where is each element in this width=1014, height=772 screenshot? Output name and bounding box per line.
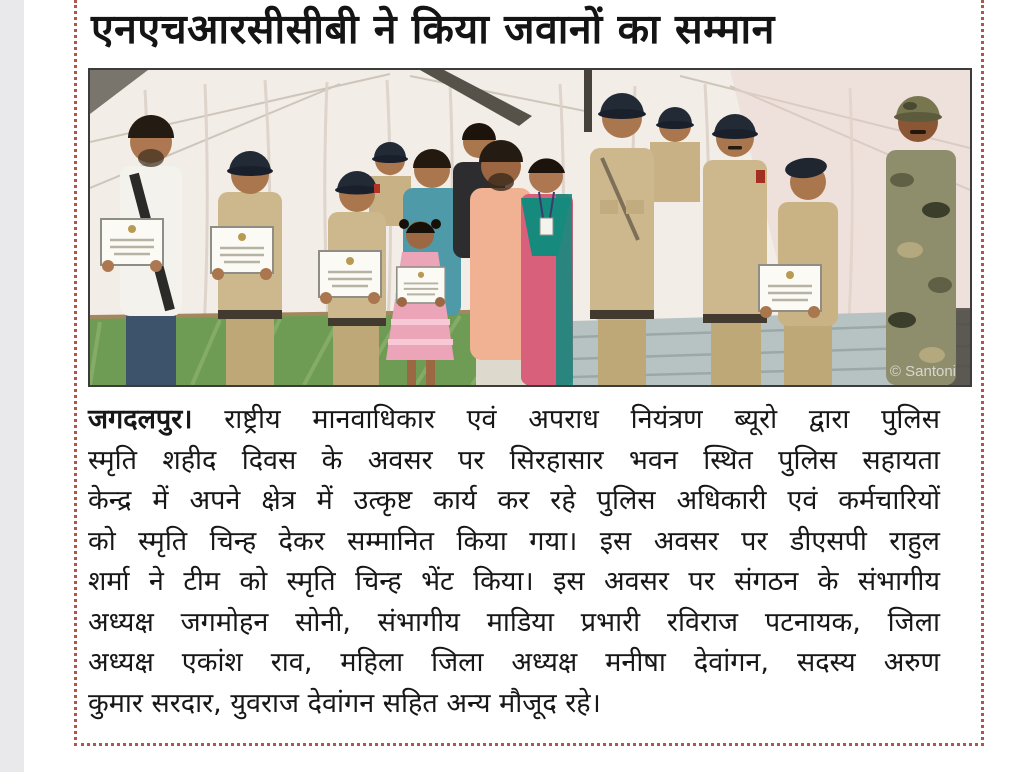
photo-illustration [90, 70, 970, 385]
article-photo [88, 68, 972, 387]
photo-watermark: © Santoni [889, 363, 956, 381]
body-line: अध्यक्ष एकांश राव, महिला जिला अध्यक्ष मनीषा देवांगन, सदस्य अरुण [88, 647, 940, 679]
body-line: स्मृति शहीद दिवस के अवसर पर सिरहासार भवन स्थित पुलिस सहायता [88, 444, 940, 476]
article-headline: एनएचआरसीसीबी ने किया जवानों का सम्मान [91, 5, 775, 53]
body-line: कुमार सरदार, युवराज देवांगन सहित अन्य मौजूद रहे। [88, 687, 601, 719]
body-line: को स्मृति चिन्ह देकर सम्मानित किया गया। इस अवसर पर डीएसपी राहुल [88, 525, 940, 557]
page-margin-strip [0, 0, 24, 772]
body-line: केन्द्र में अपने क्षेत्र में उत्कृष्ट कार्य कर रहे पुलिस अधिकारी एवं कर्मचारियों [88, 485, 940, 517]
body-line-text: राष्ट्रीय मानवाधिकार एवं अपराध नियंत्रण ब्यूरो द्वारा पुलिस [224, 404, 940, 436]
body-line: शर्मा ने टीम को स्मृति चिन्ह भेंट किया। इस अवसर पर संगठन के संभागीय [88, 566, 940, 598]
article-body [88, 400, 940, 724]
body-line: अध्यक्ष जगमोहन सोनी, संभागीय माडिया प्रभारी रविराज पटनायक, जिला [88, 606, 940, 638]
dateline: जगदलपुर। [88, 404, 193, 436]
newspaper-clipping [74, 0, 984, 746]
body-line [88, 400, 940, 441]
